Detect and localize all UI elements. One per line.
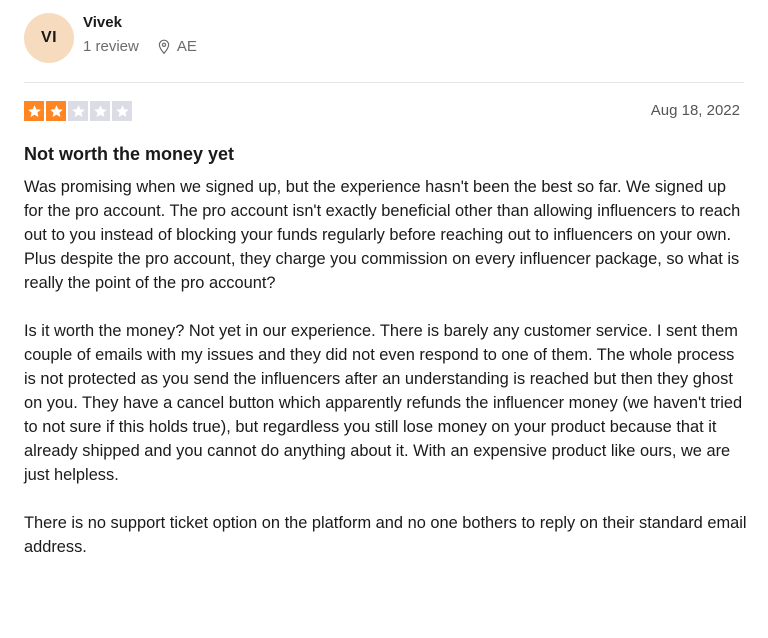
star-icon xyxy=(46,101,66,121)
review-paragraph: There is no support ticket option on the platform and no one bothers to reply on their standard email address. xyxy=(24,514,747,556)
star-icon xyxy=(68,101,88,121)
review-body xyxy=(24,175,748,583)
star-icon xyxy=(112,101,132,121)
review-title[interactable]: Not worth the money yet xyxy=(24,144,235,164)
star-rating xyxy=(24,101,134,121)
reviewer-meta-row xyxy=(83,38,197,56)
reviewer-meta xyxy=(83,14,197,56)
review-paragraph: Is it worth the money? Not yet in our experience. There is barely any customer service. I sent them couple of emails with my issues and they did not even respond to one of them. The whole process is not protected as you send the influencers after an understanding is reached but then they ghost on you. They have a cancel button which apparently refunds the influencer money (we haven't tried to not sure if this holds true), but regardless you still lose money on your product because that it already shipped and you cannot do anything about it. With an expensive product like ours, we are just helpless. xyxy=(24,322,743,484)
review-count: 1 review xyxy=(83,38,139,55)
location-pin-icon xyxy=(157,39,171,55)
reviewer-name[interactable]: Vivek xyxy=(83,14,122,31)
header-divider xyxy=(24,82,744,83)
review-date: Aug 18, 2022 xyxy=(650,102,740,119)
star-icon xyxy=(90,101,110,121)
reviewer-header xyxy=(24,12,197,64)
review-paragraph: Was promising when we signed up, but the experience hasn't been the best so far. We signed up for the pro account. The pro account isn't exactly beneficial other than allowing influencers to reach out to you instead of blocking your funds regularly before reaching out to influencers on your own. Plus despite the pro account, they charge you commission on every influencer package, so what is really the point of the pro account? xyxy=(24,178,741,292)
avatar[interactable]: VI xyxy=(24,13,74,63)
reviewer-country: AE xyxy=(176,38,197,55)
star-icon xyxy=(24,101,44,121)
